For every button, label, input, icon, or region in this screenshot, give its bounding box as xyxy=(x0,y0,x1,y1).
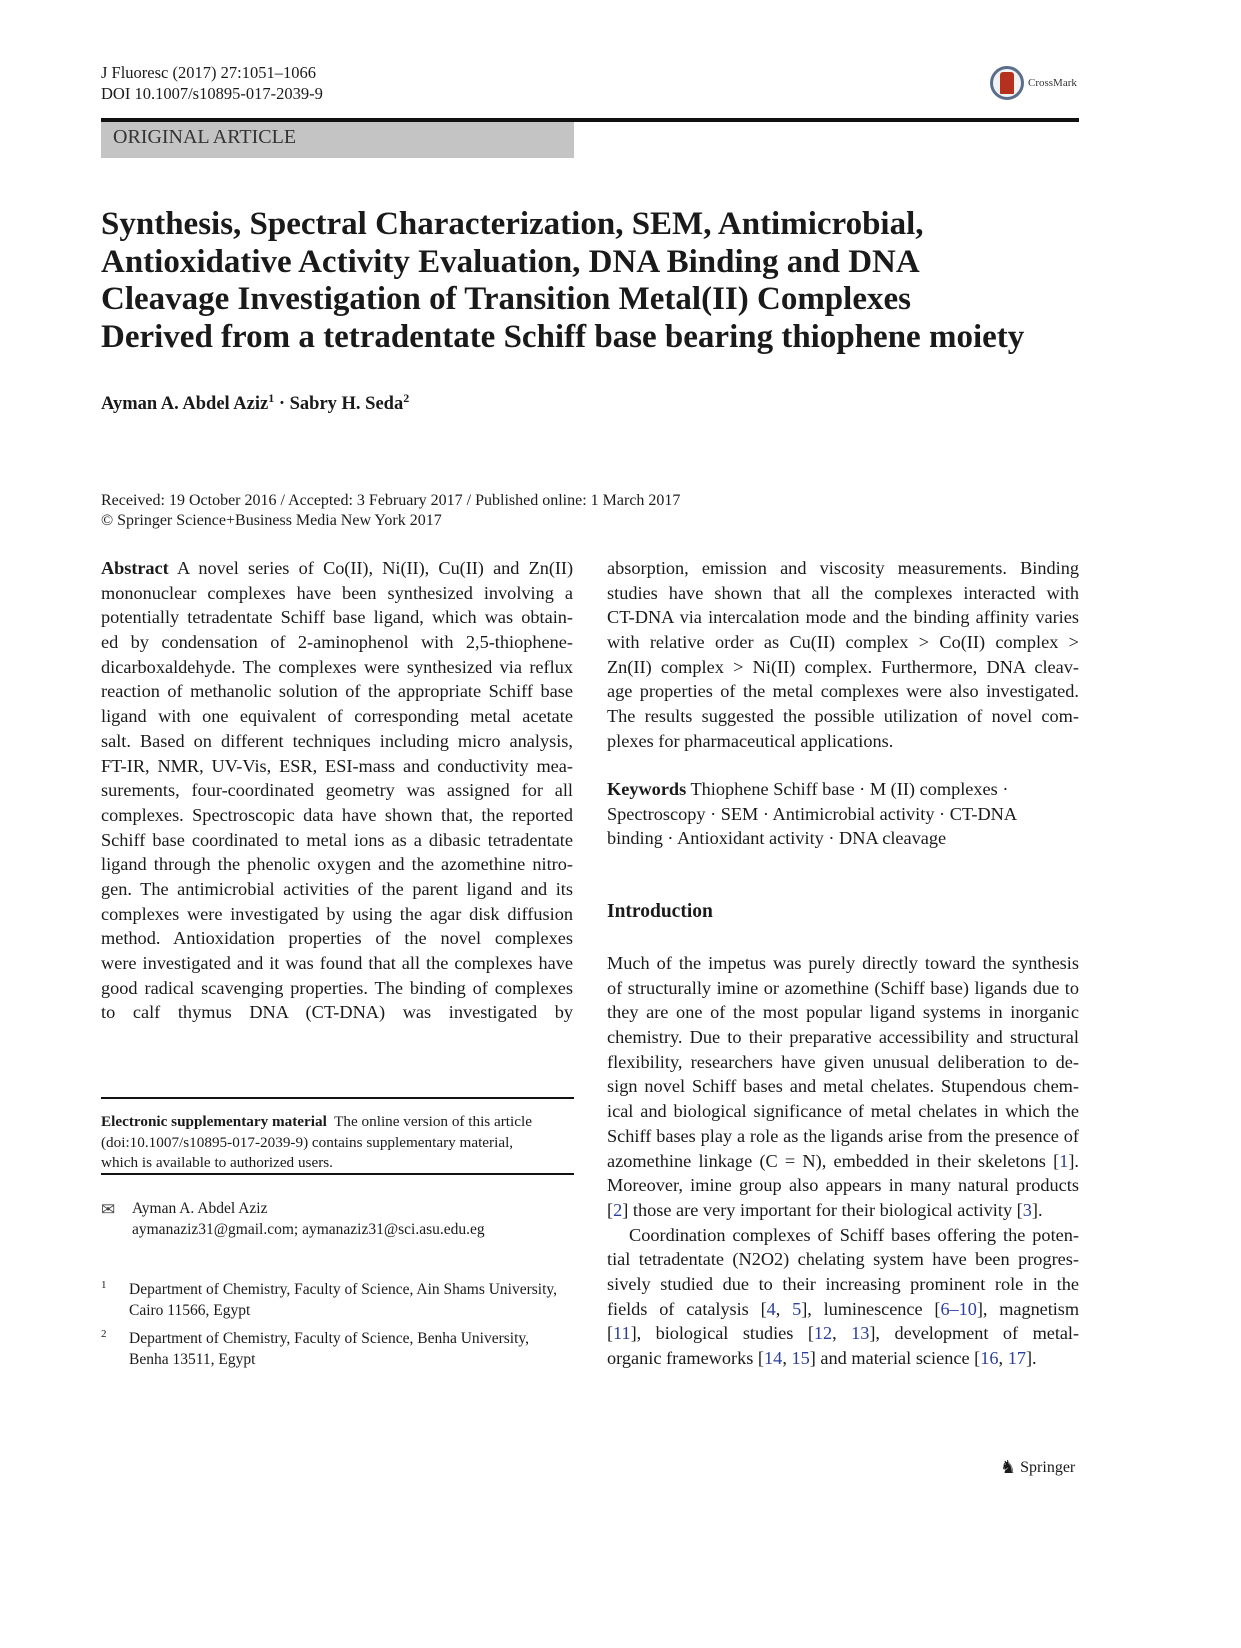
citation-link[interactable]: 2 xyxy=(613,1199,623,1220)
affiliation-text: Cairo 11566, Egypt xyxy=(129,1302,251,1319)
intro-line: flexibility, researchers have given unusual deliberation to de- xyxy=(607,1051,1079,1072)
affiliation-number: 1 xyxy=(101,1279,107,1291)
footnote-rule-top xyxy=(101,1097,574,1099)
corresponding-author: Ayman A. Abdel Aziz xyxy=(132,1200,268,1217)
citation-link[interactable]: 1 xyxy=(1059,1150,1069,1171)
citation-link[interactable]: 14 xyxy=(764,1348,783,1368)
esm-text: The online version of this article xyxy=(334,1113,532,1130)
intro-line: [11], biological studies [12, 13], development of metal- xyxy=(607,1323,1079,1344)
author-2-affil: 2 xyxy=(403,391,410,405)
citation-link[interactable]: 11 xyxy=(613,1323,631,1344)
abstract-line: potentially tetradentate Schiff base ligand, which was obtain- xyxy=(101,607,573,628)
abstract-line: Zn(II) complex > Ni(II) complex. Furthermore, DNA cleav- xyxy=(607,656,1079,677)
abstract-line: absorption, emission and viscosity measurements. Binding xyxy=(607,558,1079,578)
intro-line: Much of the impetus was purely directly toward the synthesis xyxy=(607,953,1079,973)
abstract-line: ligand with one equivalent of corresponding metal acetate xyxy=(101,706,573,727)
title-line: Synthesis, Spectral Characterization, SEM, Antimicrobial, xyxy=(101,206,924,242)
abstract-line: dicarboxaldehyde. The complexes were synthesized via reflux xyxy=(101,656,573,677)
intro-line: [2] those are very important for their biological activity [3]. xyxy=(607,1199,1043,1220)
abstract-line: studies have shown that all the complexes interacted with xyxy=(607,582,1079,603)
history-dates: Received: 19 October 2016 / Accepted: 3 February 2017 / Published online: 1 March 2017 xyxy=(101,492,681,509)
citation-link[interactable]: 13 xyxy=(851,1323,870,1344)
springer-horse-icon: ♞ xyxy=(1000,1457,1017,1477)
affiliation-number: 2 xyxy=(101,1328,107,1340)
intro-line: sively studied due to their increasing prominent role in the xyxy=(607,1273,1079,1294)
abstract-line-text: A novel series of Co(II), Ni(II), Cu(II) and Zn(II) xyxy=(176,558,574,578)
abstract-line: method. Antioxidation properties of the novel complexes xyxy=(101,928,573,949)
abstract-line: to calf thymus DNA (CT-DNA) was investigated by xyxy=(101,1002,573,1023)
crossmark-icon xyxy=(990,66,1024,100)
crossmark-label: CrossMark xyxy=(1028,77,1077,89)
citation-link[interactable]: 3 xyxy=(1022,1199,1032,1220)
citation-link[interactable]: 4 xyxy=(766,1298,776,1319)
abstract-right xyxy=(607,556,1079,754)
correspondence xyxy=(101,1198,485,1240)
intro-line: chemistry. Due to their preparative accessibility and structural xyxy=(607,1027,1079,1048)
author-2[interactable]: Sabry H. Seda xyxy=(289,394,404,415)
keyword-line: Spectroscopy · SEM · Antimicrobial activity · CT-DNA xyxy=(607,803,1018,824)
intro-line: Moreover, imine group also appears in many natural products xyxy=(607,1175,1079,1196)
affiliation-text: Department of Chemistry, Faculty of Science, Benha University, xyxy=(129,1330,530,1347)
intro-line: organic frameworks [14, 15] and material science [16, 17]. xyxy=(607,1348,1037,1368)
author-emails[interactable]: aymanaziz31@gmail.com; aymanaziz31@sci.asu.edu.eg xyxy=(132,1221,485,1238)
publisher-name: Springer xyxy=(1020,1458,1076,1476)
abstract-line: ligand through the phenolic oxygen and the azomethine nitro- xyxy=(101,854,573,875)
abstract-line: CT-DNA via intercalation mode and the binding affinity varies xyxy=(607,607,1079,628)
keyword-line-text: Thiophene Schiff base · M (II) complexes · xyxy=(690,779,1009,799)
intro-line: they are one of the most popular ligand systems in inorganic xyxy=(607,1002,1079,1023)
footnote-rule-bottom xyxy=(101,1173,574,1175)
section-type: ORIGINAL ARTICLE xyxy=(101,122,574,158)
paper-title xyxy=(101,206,1101,356)
keyword-line xyxy=(607,777,1079,802)
abstract-line: complexes. Spectroscopic data have shown that, the reported xyxy=(101,804,573,825)
author-separator: · xyxy=(274,394,290,415)
intro-line: ical and biological significance of metal chelates in which the xyxy=(607,1101,1079,1122)
abstract-line: were investigated and it was found that all the complexes have xyxy=(101,953,573,973)
journal-citation: J Fluoresc (2017) 27:1051–1066 xyxy=(101,63,316,82)
abstract-line: reaction of methanolic solution of the appropriate Schiff base xyxy=(101,681,573,702)
abstract-line: FT-IR, NMR, UV-Vis, ESR, ESI-mass and conductivity mea- xyxy=(101,755,573,776)
abstract-line: salt. Based on different techniques including micro analysis, xyxy=(101,730,573,751)
title-line: Antioxidative Activity Evaluation, DNA Binding and DNA xyxy=(101,243,920,280)
keywords xyxy=(607,777,1079,851)
abstract-line: mononuclear complexes have been synthesized involving a xyxy=(101,582,573,603)
journal-header xyxy=(101,62,323,104)
copyright: © Springer Science+Business Media New York 2017 xyxy=(101,512,442,529)
citation-link[interactable]: 6–10 xyxy=(940,1298,977,1319)
affiliation-text: Benha 13511, Egypt xyxy=(129,1351,256,1368)
envelope-icon: ✉ xyxy=(101,1200,116,1219)
esm-text: (doi:10.1007/s10895-017-2039-9) contains supplementary material, xyxy=(101,1133,514,1151)
abstract-line: good radical scavenging properties. The binding of complexes xyxy=(101,977,573,998)
title-line: Derived from a tetradentate Schiff base bearing thiophene moiety xyxy=(101,318,1025,355)
affiliation-text: Department of Chemistry, Faculty of Science, Ain Shams University, xyxy=(129,1281,558,1298)
affiliation-1 xyxy=(101,1279,557,1321)
abstract-line: gen. The antimicrobial activities of the parent ligand and its xyxy=(101,878,573,899)
intro-line: tial tetradentate (N2O2) chelating system have been progres- xyxy=(607,1249,1079,1270)
abstract-line-label: Abstract xyxy=(101,558,169,578)
title-line: Cleavage Investigation of Transition Metal(II) Complexes xyxy=(101,281,911,318)
citation-link[interactable]: 5 xyxy=(792,1298,802,1319)
authors xyxy=(101,391,409,415)
doi: DOI 10.1007/s10895-017-2039-9 xyxy=(101,84,323,103)
keyword-line-label: Keywords xyxy=(607,779,687,799)
author-1[interactable]: Ayman A. Abdel Aziz xyxy=(101,394,269,415)
abstract-line: age properties of the metal complexes were also investigated. xyxy=(607,681,1079,702)
abstract-line: plexes for pharmaceutical applications. xyxy=(607,730,894,751)
author-1-affil: 1 xyxy=(268,391,275,405)
affiliation-2 xyxy=(101,1328,529,1370)
intro-line: sign novel Schiff bases and metal chelates. Stupendous chem- xyxy=(607,1076,1079,1097)
publication-dates xyxy=(101,491,680,531)
esm-text: which is available to authorized users. xyxy=(101,1154,333,1171)
introduction-heading: Introduction xyxy=(607,901,713,922)
abstract-line: The results suggested the possible utilization of novel com- xyxy=(607,706,1079,727)
citation-link[interactable]: 12 xyxy=(813,1323,833,1344)
intro-line: fields of catalysis [4, 5], luminescence [6–10], magnetism xyxy=(607,1298,1080,1319)
abstract-line xyxy=(101,556,573,581)
esm-label: Electronic supplementary material xyxy=(101,1113,327,1130)
abstract-line: complexes were investigated by using the agar disk diffusion xyxy=(101,903,573,924)
abstract-left xyxy=(101,556,573,1025)
introduction-body xyxy=(607,951,1079,1371)
springer-logo xyxy=(1000,1457,1075,1478)
intro-line: of structurally imine or azomethine (Schiff base) ligands due to xyxy=(607,977,1079,998)
keyword-line: binding · Antioxidant activity · DNA cleavage xyxy=(607,828,947,849)
citation-link[interactable]: 16 xyxy=(980,1348,999,1368)
citation-link[interactable]: 15 xyxy=(791,1348,810,1368)
abstract-line: ed by condensation of 2-aminophenol with 2,5-thiophene- xyxy=(101,632,573,653)
crossmark-badge[interactable] xyxy=(990,66,1077,100)
intro-line: azomethine linkage (C = N), embedded in their skeletons [1]. xyxy=(607,1150,1079,1171)
abstract-line: surements, four-coordinated geometry was assigned for all xyxy=(101,780,573,801)
abstract-line: with relative order as Cu(II) complex > Co(II) complex > xyxy=(607,632,1079,653)
citation-link[interactable]: 17 xyxy=(1007,1348,1026,1368)
intro-line: Schiff bases play a role as the ligands arise from the presence of xyxy=(607,1125,1079,1146)
supplementary-note xyxy=(101,1112,573,1174)
intro-line: Coordination complexes of Schiff bases offering the poten- xyxy=(629,1224,1079,1245)
abstract-line: Schiff base coordinated to metal ions as a dibasic tetradentate xyxy=(101,829,573,850)
